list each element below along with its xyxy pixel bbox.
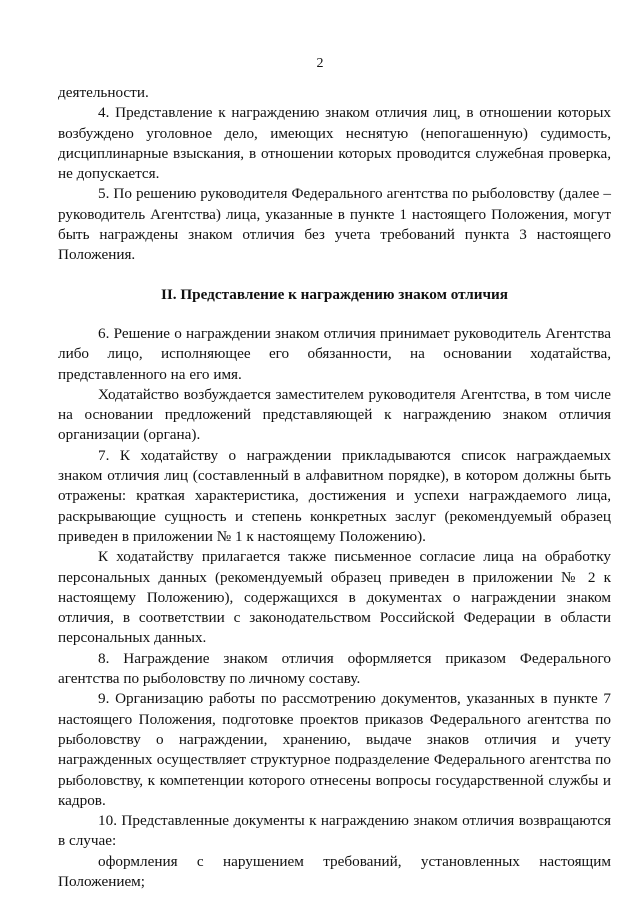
paragraph-consent: К ходатайству прилагается также письменное согласие лица на обработку персональных данных (рекомендуемый образец приведен в приложении № 2 к настоящему Положению), содержащихся в документах о награждении знаком отличия, в соответствии с законодательством Российской Федерации в области персональных данных.: [58, 548, 611, 647]
document-body: [58, 83, 611, 892]
paragraph-case-1: оформления с нарушением требований, установленных настоящим Положением;: [58, 852, 611, 890]
section-heading: II. Представление к награждению знаком отличия: [160, 285, 509, 303]
paragraph-item-4: 4. Представление к награждению знаком отличия лиц, в отношении которых возбуждено уголовное дело, имеющих неснятую (непогашенную) судимость, дисциплинарные взыскания, в отношении которых проводится служебная проверка, не допускается.: [58, 104, 611, 183]
paragraph-continuation: деятельности.: [58, 84, 149, 101]
paragraph-petition: Ходатайство возбуждается заместителем руководителя Агентства, в том числе на основании предложений представляющей к награждению знаком отличия организации (органа).: [58, 385, 611, 444]
paragraph-item-6: 6. Решение о награждении знаком отличия принимает руководитель Агентства либо лицо, исполняющее его обязанности, на основании ходатайства, представленного на его имя.: [58, 324, 611, 383]
page-number: 2: [316, 56, 324, 71]
paragraph-item-10: 10. Представленные документы к награждению знаком отличия возвращаются в случае:: [58, 812, 611, 850]
paragraph-item-9: 9. Организацию работы по рассмотрению документов, указанных в пункте 7 настоящего Положения, подготовке проектов приказов Федерального агентства по рыболовству о награждении, хранению, выдаче знаков отличия и учету награжденных осуществляет структурное подразделение Федерального агентства по рыболовству, к компетенции которого отнесены вопросы государственной службы и кадров.: [58, 690, 611, 809]
paragraph-item-5: 5. По решению руководителя Федерального агентства по рыболовству (далее – руководитель Агентства) лица, указанные в пункте 1 настоящего Положения, могут быть награждены знаком отличия без учета требований пункта 3 настоящего Положения.: [58, 185, 611, 264]
paragraph-item-8: 8. Награждение знаком отличия оформляется приказом Федерального агентства по рыболовству по личному составу.: [58, 649, 611, 688]
paragraph-item-7: 7. К ходатайству о награждении прикладываются список награждаемых знаком отличия лиц (составленный в алфавитном порядке), в котором должны быть отражены: краткая характеристика, достижения и успехи награждаемого лица, раскрывающие сущность и степень конкретных заслуг (рекомендуемый образец приведен в приложении № 1 к настоящему Положению).: [58, 446, 611, 545]
